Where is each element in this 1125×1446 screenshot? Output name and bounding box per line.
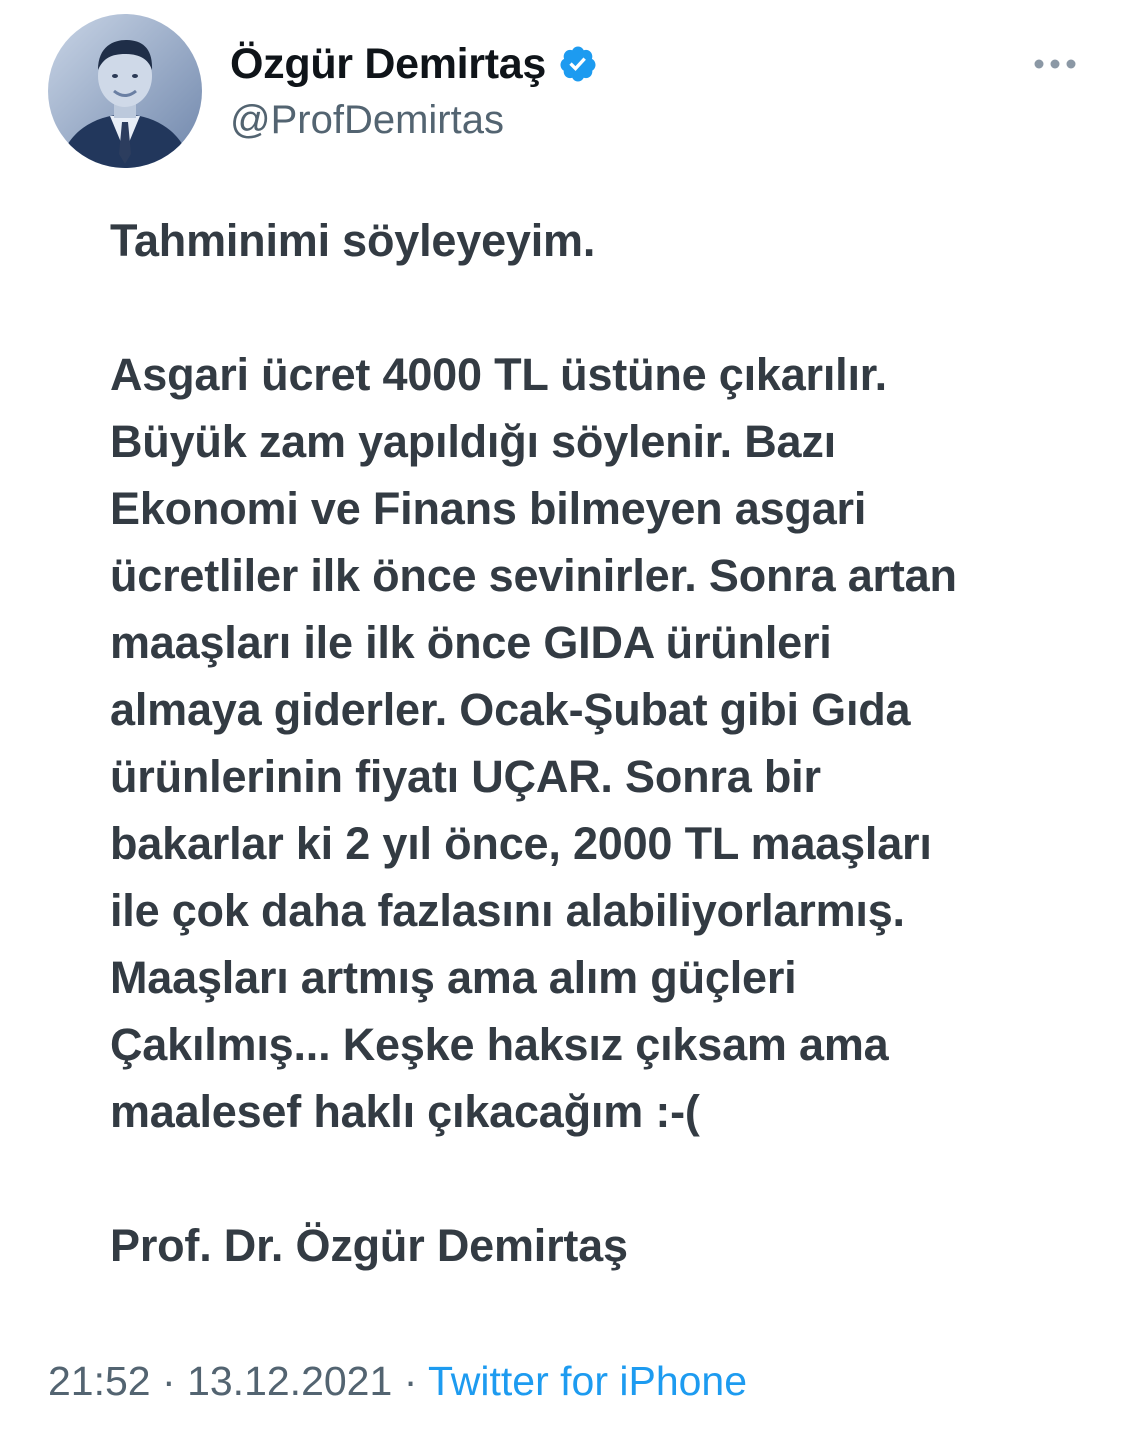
- tweet-paragraph: Prof. Dr. Özgür Demirtaş: [110, 1220, 628, 1271]
- meta-separator: ·: [403, 1358, 418, 1404]
- tweet-date[interactable]: 13.12.2021: [187, 1358, 393, 1404]
- tweet-time[interactable]: 21:52: [48, 1358, 151, 1404]
- meta-separator: ·: [162, 1358, 176, 1404]
- tweet-header: [48, 14, 1078, 170]
- tweet-source-link[interactable]: Twitter for iPhone: [428, 1358, 748, 1404]
- verified-badge-icon: [558, 44, 598, 84]
- author-handle[interactable]: @ProfDemirtas: [230, 98, 504, 142]
- tweet-meta: [48, 1358, 747, 1405]
- more-horizontal-icon[interactable]: [1032, 54, 1078, 74]
- tweet-paragraph: Tahminimi söyleyeyim.: [110, 215, 596, 266]
- tweet-text: [110, 207, 1070, 1279]
- author-names: [230, 38, 598, 143]
- avatar[interactable]: [48, 14, 202, 168]
- display-name-row: [230, 38, 598, 90]
- display-name[interactable]: Özgür Demirtaş: [230, 39, 546, 88]
- tweet-paragraph: Asgari ücret 4000 TL üstüne çıkarılır. Büyük zam yapıldığı söylenir. Bazı Ekonomi ve Finans bilmeyen asgari ücretliler ilk önce sevinirler. Sonra artan maaşları ile ilk önce GIDA ürünleri almaya giderler. Ocak-Şubat gibi Gıda ürünlerinin fiyatı UÇAR. Sonra bir bakarlar ki 2 yıl önce, 2000 TL maaşları ile çok daha fazlasını alabiliyorlarmış. Maaşları artmış ama alım güçleri Çakılmış... Keşke haksız çıksam ama maalesef haklı çıkacağım :-(: [110, 349, 957, 1137]
